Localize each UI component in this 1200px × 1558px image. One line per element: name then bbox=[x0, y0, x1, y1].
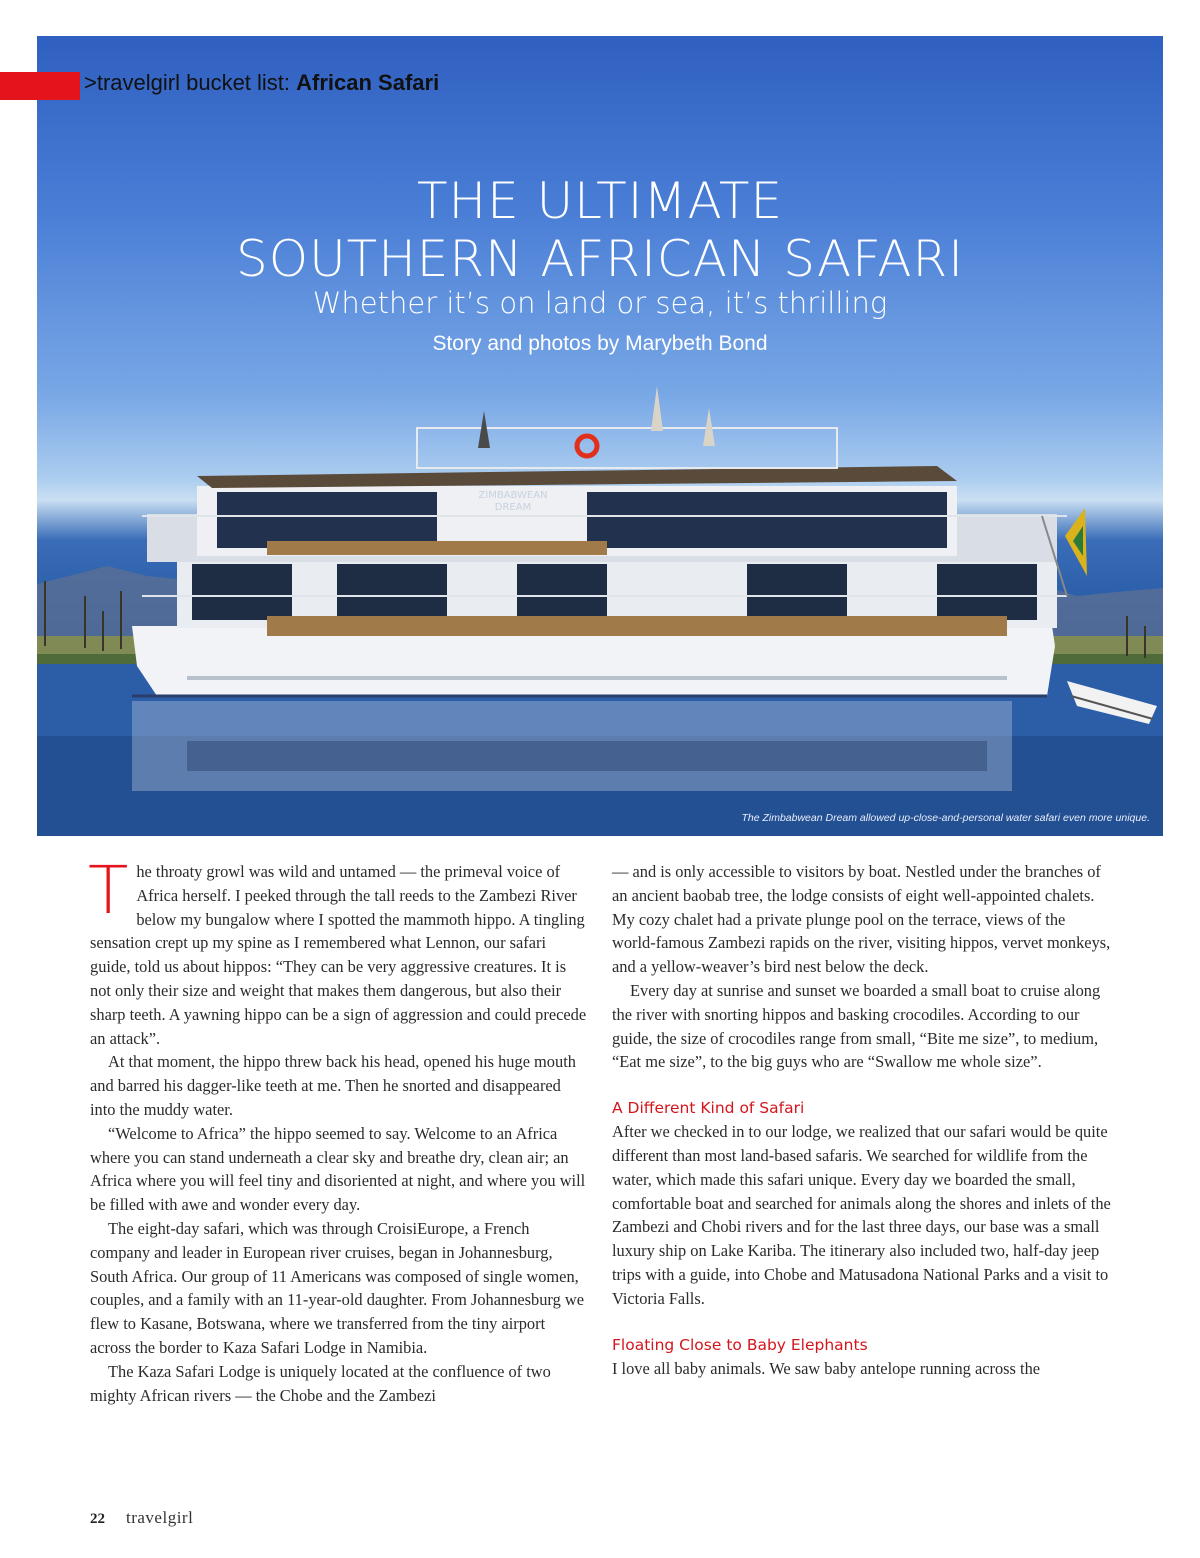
hero-photo bbox=[37, 36, 1163, 836]
paragraph-8: After we checked in to our lodge, we realized that our safari would be quite different than most land-based safaris. We searched for wildlife from the water, which made this safari unique. Every day we boarded the small, comfortable boat and searched for animals along the shores and inlets of the Zambezi and Chobi rivers and for the last three days, our base was a small luxury ship on Lake Kariba. The itinerary also included two, half-day jeep trips with a guide, into Chobe and Matusadona National Parks and a visit to Victoria Falls. bbox=[612, 1122, 1111, 1308]
paragraph-6: — and is only accessible to visitors by boat. Nestled under the branches of an ancient baobab tree, the lodge consists of eight well-appointed chalets. My cozy chalet had a private plunge pool on the terrace, views of the world-famous Zambezi rapids on the river, visiting hippos, vervet monkeys, and a yellow-weaver’s bird nest below the deck. bbox=[612, 862, 1111, 977]
paragraph-9: I love all baby animals. We saw baby antelope running across the bbox=[612, 1358, 1041, 1378]
paragraph-1-text: he throaty growl was wild and untamed — the primeval voice of Africa herself. I peeked through the tall reeds to the Zambezi River below my bungalow where I spotted the mammoth hippo. A tingling sensation crept up my spine as I remembered what Lennon, our safari guide, told us about hippos: “They can be very aggressive creatures. It is not only their size and weight that makes them dangerous, but also their sharp teeth. A yawning hippo can be a sign of aggression and could precede an attack”. bbox=[90, 862, 587, 1048]
paragraph-2: At that moment, the hippo threw back his head, opened his huge mouth and barred his dagger-like teeth at me. Then he snorted and disappeared into the muddy water. bbox=[90, 1052, 576, 1119]
article-subtitle: Whether it’s on land or sea, it’s thrilling bbox=[312, 286, 888, 320]
photo-caption: The Zimbabwean Dream allowed up-close-and-personal water safari even more unique. bbox=[741, 812, 1150, 824]
page-number: 22 bbox=[90, 1511, 105, 1527]
subheading-different-kind: A Different Kind of Safari bbox=[612, 1099, 805, 1118]
boat-name-line1: ZIMBABWEAN bbox=[478, 490, 548, 501]
section-prefix: >travelgirl bucket list: bbox=[84, 70, 297, 95]
boat-name-line2: DREAM bbox=[494, 502, 532, 513]
houseboat-illustration bbox=[37, 36, 1163, 836]
section-topic: African Safari bbox=[296, 70, 440, 95]
paragraph-7: Every day at sunrise and sunset we boarded a small boat to cruise along the river with snorting hippos and basking crocodiles. According to our guide, the size of crocodiles range from small, “Bite me size”, to medium, “Eat me size”, to the big guys who are “Swallow me whole size”. bbox=[612, 980, 1101, 1072]
article-title bbox=[37, 172, 1163, 288]
paragraph-1 bbox=[88, 852, 590, 1050]
article-column-left bbox=[88, 852, 590, 1407]
drop-cap: T bbox=[88, 852, 129, 929]
title-line-2: SOUTHERN AFRICAN SAFARI bbox=[235, 230, 965, 288]
paragraph-5: The Kaza Safari Lodge is uniquely located at the confluence of two mighty African rivers — the Chobe and the Zambezi bbox=[90, 1361, 551, 1405]
paragraph-3: “Welcome to Africa” the hippo seemed to say. Welcome to an Africa where you can stand underneath a clear sky and breathe dry, clean air; an Africa where you will feel tiny and disoriented at night, and where you will be filled with awe and wonder every day. bbox=[90, 1123, 586, 1215]
section-marker-bar bbox=[0, 72, 80, 100]
article-column-right bbox=[612, 860, 1112, 1380]
section-label bbox=[84, 70, 439, 96]
byline: Story and photos by Marybeth Bond bbox=[432, 332, 768, 355]
paragraph-4: The eight-day safari, which was through CroisiEurope, a French company and leader in European river cruises, began in Johannesburg, South Africa. Our group of 11 Americans was composed of single women, couples, and a family with an 11-year-old daughter. From Johannesburg we flew to Kasane, Botswana, where we transferred from the tiny airport across the border to Kaza Safari Lodge in Namibia. bbox=[90, 1218, 584, 1357]
magazine-logo: travelgirl bbox=[126, 1508, 194, 1527]
subheading-baby-elephants: Floating Close to Baby Elephants bbox=[612, 1335, 868, 1354]
title-line-1: THE ULTIMATE bbox=[416, 172, 784, 230]
